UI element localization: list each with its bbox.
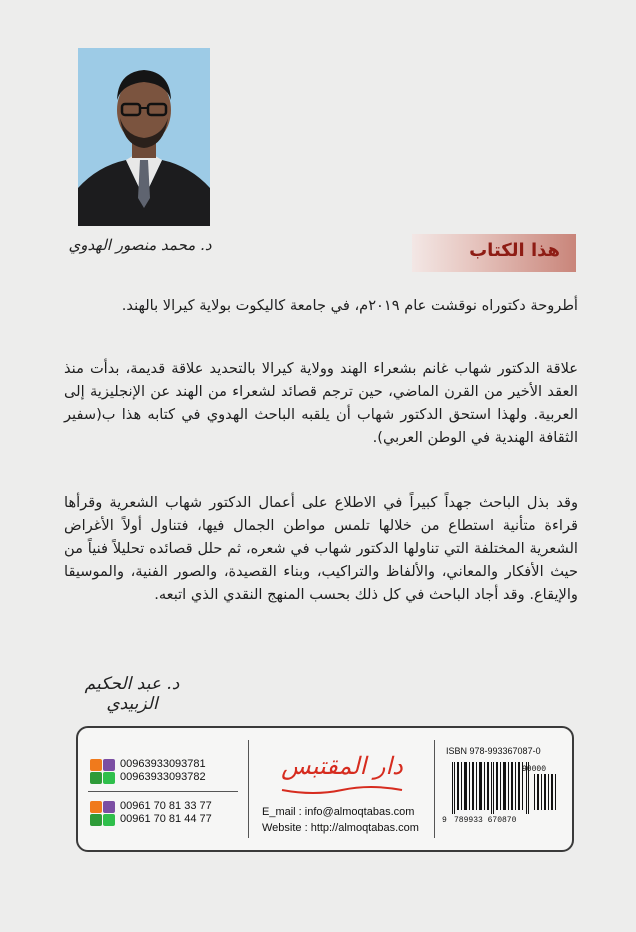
phone-group-1 <box>90 758 206 784</box>
paragraph-2 <box>64 357 578 449</box>
column-divider <box>434 740 435 838</box>
phone-numbers <box>120 800 212 826</box>
paragraph-3 <box>64 491 578 606</box>
publisher-logo: دار المقتبس <box>281 752 403 780</box>
logo-swash-icon <box>274 784 410 796</box>
publisher-website: Website : http://almoqtabas.com <box>262 822 419 834</box>
whatsapp-icon <box>103 814 115 826</box>
column-divider <box>248 740 249 838</box>
author-photo <box>78 48 210 226</box>
paragraph-1 <box>64 294 578 317</box>
phone-numbers <box>120 758 206 784</box>
barcode-digits: 789933 670870 <box>454 816 517 825</box>
author-signature: د. محمد منصور الهدوي <box>68 236 212 254</box>
line-icon <box>90 814 102 826</box>
reviewer-signature: د. عبد الحكيم الزبيدي <box>84 674 180 714</box>
whatsapp-icon <box>103 772 115 784</box>
messaging-app-icons <box>90 759 115 784</box>
author-portrait-icon <box>78 48 210 226</box>
paragraph-text: علاقة الدكتور شهاب غانم بشعراء الهند وولاية كيرالا بالتحديد علاقة قديمة، بدأت منذ العقد الأخير من القرن الماضي، حين ترجم قصائد لشعراء من الهند عن الإنجليزية إلى العربية. ولهذا استحق الدكتور شهاب أن يلقبه الباحث الهدوي في كتابه هذا ب(سفير الثقافة الهندية في الوطن العربي). <box>64 360 578 446</box>
viber-icon <box>103 801 115 813</box>
phone-number: 00961 70 81 33 77 <box>120 800 212 812</box>
barcode-first-digit: 9 <box>442 816 447 825</box>
line-icon <box>90 772 102 784</box>
section-banner <box>412 234 576 272</box>
telegram-icon <box>90 801 102 813</box>
phone-number: 00963933093781 <box>120 758 206 770</box>
phone-divider <box>88 791 238 792</box>
paragraph-text: وقد بذل الباحث جهداً كبيراً في الاطلاع على أعمال الدكتور شهاب الشعرية وقرأها قراءة متأنية استطاع من خلالها تلمس مواطن الجمال فيها، فتناول أولاً الأغراض الشعرية المختلفة التي تناولها الدكتور شهاب في شعره، ثم حلل قصائده تحليلاً فنياً من حيث الأفكار والمعاني، والألفاظ والتراكيب، وبناء القصيدة، والصور الفنية، والموسيقا والإيقاع. وقد أجاد الباحث في كل ذلك بحسب المنهج النقدي الذي اتبعه. <box>64 494 578 603</box>
phone-number: 00961 70 81 44 77 <box>120 813 212 825</box>
publisher-email: E_mail : info@almoqtabas.com <box>262 806 415 818</box>
isbn-number: ISBN 978-993367087-0 <box>446 746 541 756</box>
publisher-info-box <box>76 726 574 852</box>
phone-group-2 <box>90 800 212 826</box>
viber-icon <box>103 759 115 771</box>
barcode-addon: 90000 <box>522 765 547 774</box>
section-title: هذا الكتاب <box>469 240 560 261</box>
telegram-icon <box>90 759 102 771</box>
messaging-app-icons <box>90 801 115 826</box>
paragraph-text: أطروحة دكتوراه نوقشت عام ٢٠١٩م، في جامعة كاليكوت بولاية كيرالا بالهند. <box>121 297 578 314</box>
phone-number: 00963933093782 <box>120 771 206 783</box>
